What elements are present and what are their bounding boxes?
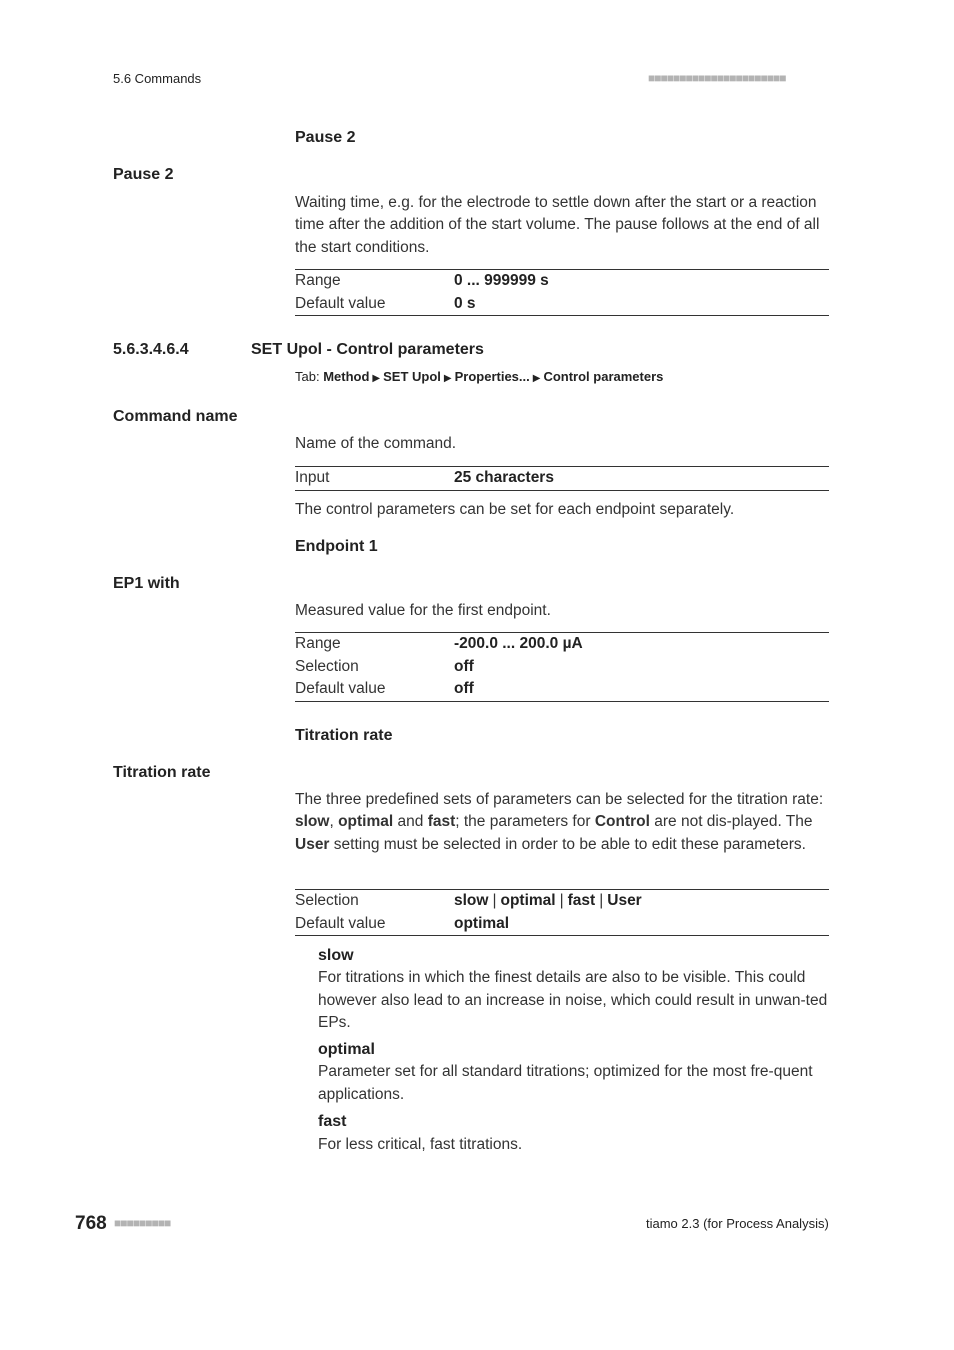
table-value: 0 s [454, 294, 476, 312]
table-value: optimal [454, 914, 510, 932]
section-number: 5.6.3.4.6.4 [113, 341, 189, 358]
text-run-bold: User [295, 835, 330, 853]
command-name-description: Name of the command. [295, 435, 457, 452]
option-text-fast: For less critical, fast titrations. [318, 1136, 523, 1153]
table-row [295, 467, 829, 490]
text-run: are not dis-played. The [649, 813, 813, 831]
running-header-section: 5.6 Commands [113, 71, 202, 86]
table-key: Default value [295, 914, 386, 932]
command-name-table [295, 466, 829, 491]
footer-product: tiamo 2.3 (for Process Analysis) [646, 1216, 829, 1231]
table-value: off [454, 680, 474, 698]
text-run: ; the parameters for [455, 813, 595, 831]
triangle-right-icon: ▶ [443, 373, 452, 384]
pause2-label: Pause 2 [113, 166, 174, 183]
table-key: Default value [295, 680, 386, 698]
table-value: 0 ... 999999 s [454, 272, 549, 290]
selection-option: fast [567, 892, 596, 910]
selection-option: slow [454, 892, 489, 910]
option-text-slow: For titrations in which the finest details are also to be visible. This could however also lead to an increase in noise, which could result in unwan-ted EPs. [318, 969, 828, 1031]
text-run: The three predefined sets of parameters can be selected for the titration rate: [295, 791, 824, 808]
table-value: -200.0 ... 200.0 µA [454, 635, 583, 653]
table-row [295, 293, 829, 316]
footer-dots: ■■■■■■■■■ [114, 1216, 171, 1230]
table-key: Selection [295, 892, 359, 910]
table-row [295, 656, 829, 679]
tab-path-item: Control parameters [543, 369, 664, 384]
pause2-subheading: Pause 2 [295, 129, 356, 146]
table-value: off [454, 657, 474, 675]
tab-path [295, 369, 663, 384]
option-term-slow: slow [318, 947, 354, 964]
selection-option: User [607, 892, 642, 910]
command-name-label: Command name [113, 408, 238, 425]
tab-path-item: SET Upol [383, 369, 441, 384]
titration-rate-subheading: Titration rate [295, 727, 393, 744]
table-row [295, 270, 829, 293]
text-run-bold: optimal [338, 813, 394, 831]
table-row [295, 890, 829, 913]
control-parameters-note: The control parameters can be set for each endpoint separately. [295, 501, 735, 518]
text-run: setting must be selected in order to be able to edit these parameters. [329, 835, 806, 853]
option-term-fast: fast [318, 1113, 347, 1130]
ep1-table [295, 632, 829, 702]
table-key: Default value [295, 294, 386, 312]
text-run: and [393, 813, 428, 831]
titration-rate-table [295, 889, 829, 936]
running-header-dots: ■■■■■■■■■■■■■■■■■■■■■■ [648, 71, 786, 85]
titration-rate-label: Titration rate [113, 764, 211, 781]
table-value [454, 892, 642, 910]
table-row [295, 633, 829, 656]
endpoint1-subheading: Endpoint 1 [295, 538, 378, 555]
tab-path-item: Properties... [454, 369, 530, 384]
separator: | [492, 892, 497, 910]
page-number: 768 [75, 1213, 107, 1234]
table-key: Selection [295, 657, 359, 675]
ep1-with-label: EP1 with [113, 575, 180, 592]
ep1-description: Measured value for the first endpoint. [295, 602, 551, 619]
triangle-right-icon: ▶ [372, 373, 381, 384]
option-text-optimal: Parameter set for all standard titrations; optimized for the most fre-quent applications. [318, 1063, 813, 1103]
text-run: , [329, 813, 339, 831]
pause2-table [295, 269, 829, 316]
tab-prefix: Tab: [295, 369, 320, 384]
text-run-bold: fast [427, 813, 456, 831]
option-term-optimal: optimal [318, 1041, 375, 1058]
separator: | [599, 892, 604, 910]
table-key: Range [295, 635, 341, 653]
text-run-bold: slow [295, 813, 330, 831]
titration-rate-description [295, 789, 830, 856]
table-row [295, 913, 829, 936]
table-row [295, 678, 829, 701]
pause2-description: Waiting time, e.g. for the electrode to settle down after the start or a reaction time after the addition of the start volume. The pause follows at the end of all the start conditions. [295, 194, 820, 256]
table-key: Input [295, 469, 330, 487]
separator: | [559, 892, 564, 910]
tab-path-item: Method [323, 369, 370, 384]
table-value: 25 characters [454, 469, 554, 487]
text-run-bold: Control [594, 813, 650, 831]
triangle-right-icon: ▶ [532, 373, 541, 384]
selection-option: optimal [500, 892, 556, 910]
section-title: SET Upol - Control parameters [251, 341, 484, 358]
table-key: Range [295, 272, 341, 290]
